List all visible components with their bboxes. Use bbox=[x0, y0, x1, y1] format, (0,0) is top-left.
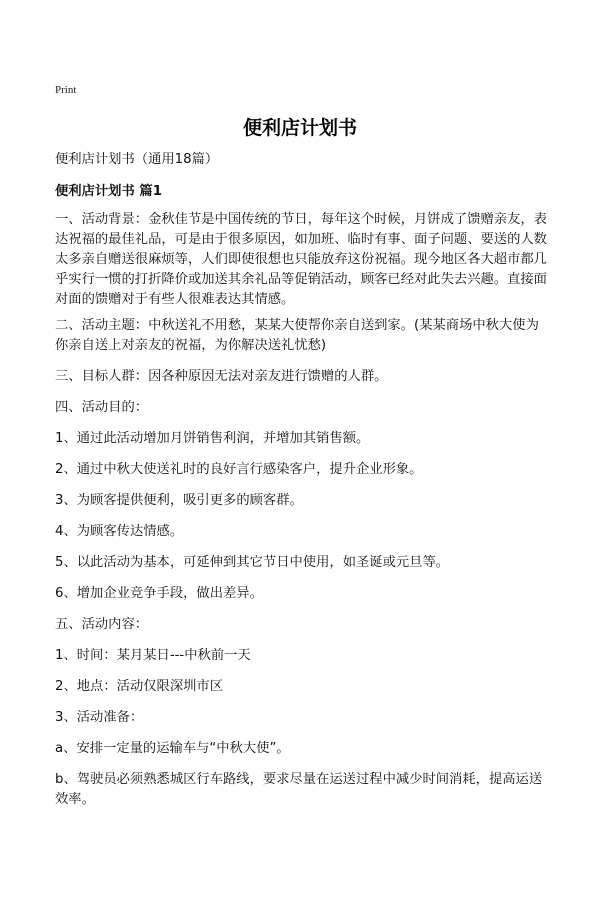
objective-item: 3、为顾客提供便利，吸引更多的顾客群。 bbox=[55, 493, 303, 508]
paragraph-activity-theme: 二、活动主题：中秋送礼不用愁，某某大使帮你亲自送到家。(某某商场中秋大使为你亲自送上对亲友的祝福，为你解决送礼忧愁) bbox=[55, 318, 539, 353]
objective-item: 4、为顾客传达情感。 bbox=[55, 524, 184, 539]
content-item-time: 1、时间：某月某日---中秋前一天 bbox=[55, 648, 251, 663]
objective-item: 6、增加企业竞争手段，做出差异。 bbox=[55, 586, 263, 601]
heading-activity-content: 五、活动内容： bbox=[55, 617, 149, 632]
content-item-preparation: 3、活动准备： bbox=[55, 710, 144, 725]
paragraph-target-audience: 三、目标人群：因各种原因无法对亲友进行馈赠的人群。 bbox=[55, 369, 388, 384]
preparation-item: a、安排一定量的运输车与“中秋大使”。 bbox=[55, 741, 290, 756]
objective-item: 1、通过此活动增加月饼销售利润，并增加其销售额。 bbox=[55, 431, 370, 446]
document-subtitle: 便利店计划书（通用18篇） bbox=[55, 152, 219, 167]
print-label[interactable]: Print bbox=[55, 84, 77, 96]
objective-item: 2、通过中秋大使送礼时的良好言行感染客户，提升企业形象。 bbox=[55, 462, 423, 477]
preparation-item: b、驾驶员必须熟悉城区行车路线，要求尽量在运送过程中减少时间消耗，提高运送效率。 bbox=[55, 772, 543, 807]
section-heading: 便利店计划书 篇1 bbox=[55, 184, 162, 199]
paragraph-activity-background: 一、活动背景：金秋佳节是中国传统的节日，每年这个时候，月饼成了馈赠亲友，表达祝福的最佳礼品，可是由于很多原因，如加班、临时有事、面子问题、要送的人数太多亲自赠送很麻烦等，人们即使很想也只能放弃这份祝福。现今地区各大超市都几乎实行一惯的打折降价或加送其余礼品等促销活动，顾客已经对此失去兴趣。直接面对面的馈赠对于有些人很难表达其情感。 bbox=[55, 212, 547, 307]
content-item-location: 2、地点：活动仅限深圳市区 bbox=[55, 679, 224, 694]
document-title: 便利店计划书 bbox=[242, 117, 357, 139]
document-body bbox=[55, 150, 550, 821]
objective-item: 5、以此活动为基本，可延伸到其它节日中使用，如圣诞或元旦等。 bbox=[55, 555, 450, 570]
heading-activity-objectives: 四、活动目的： bbox=[55, 400, 149, 415]
